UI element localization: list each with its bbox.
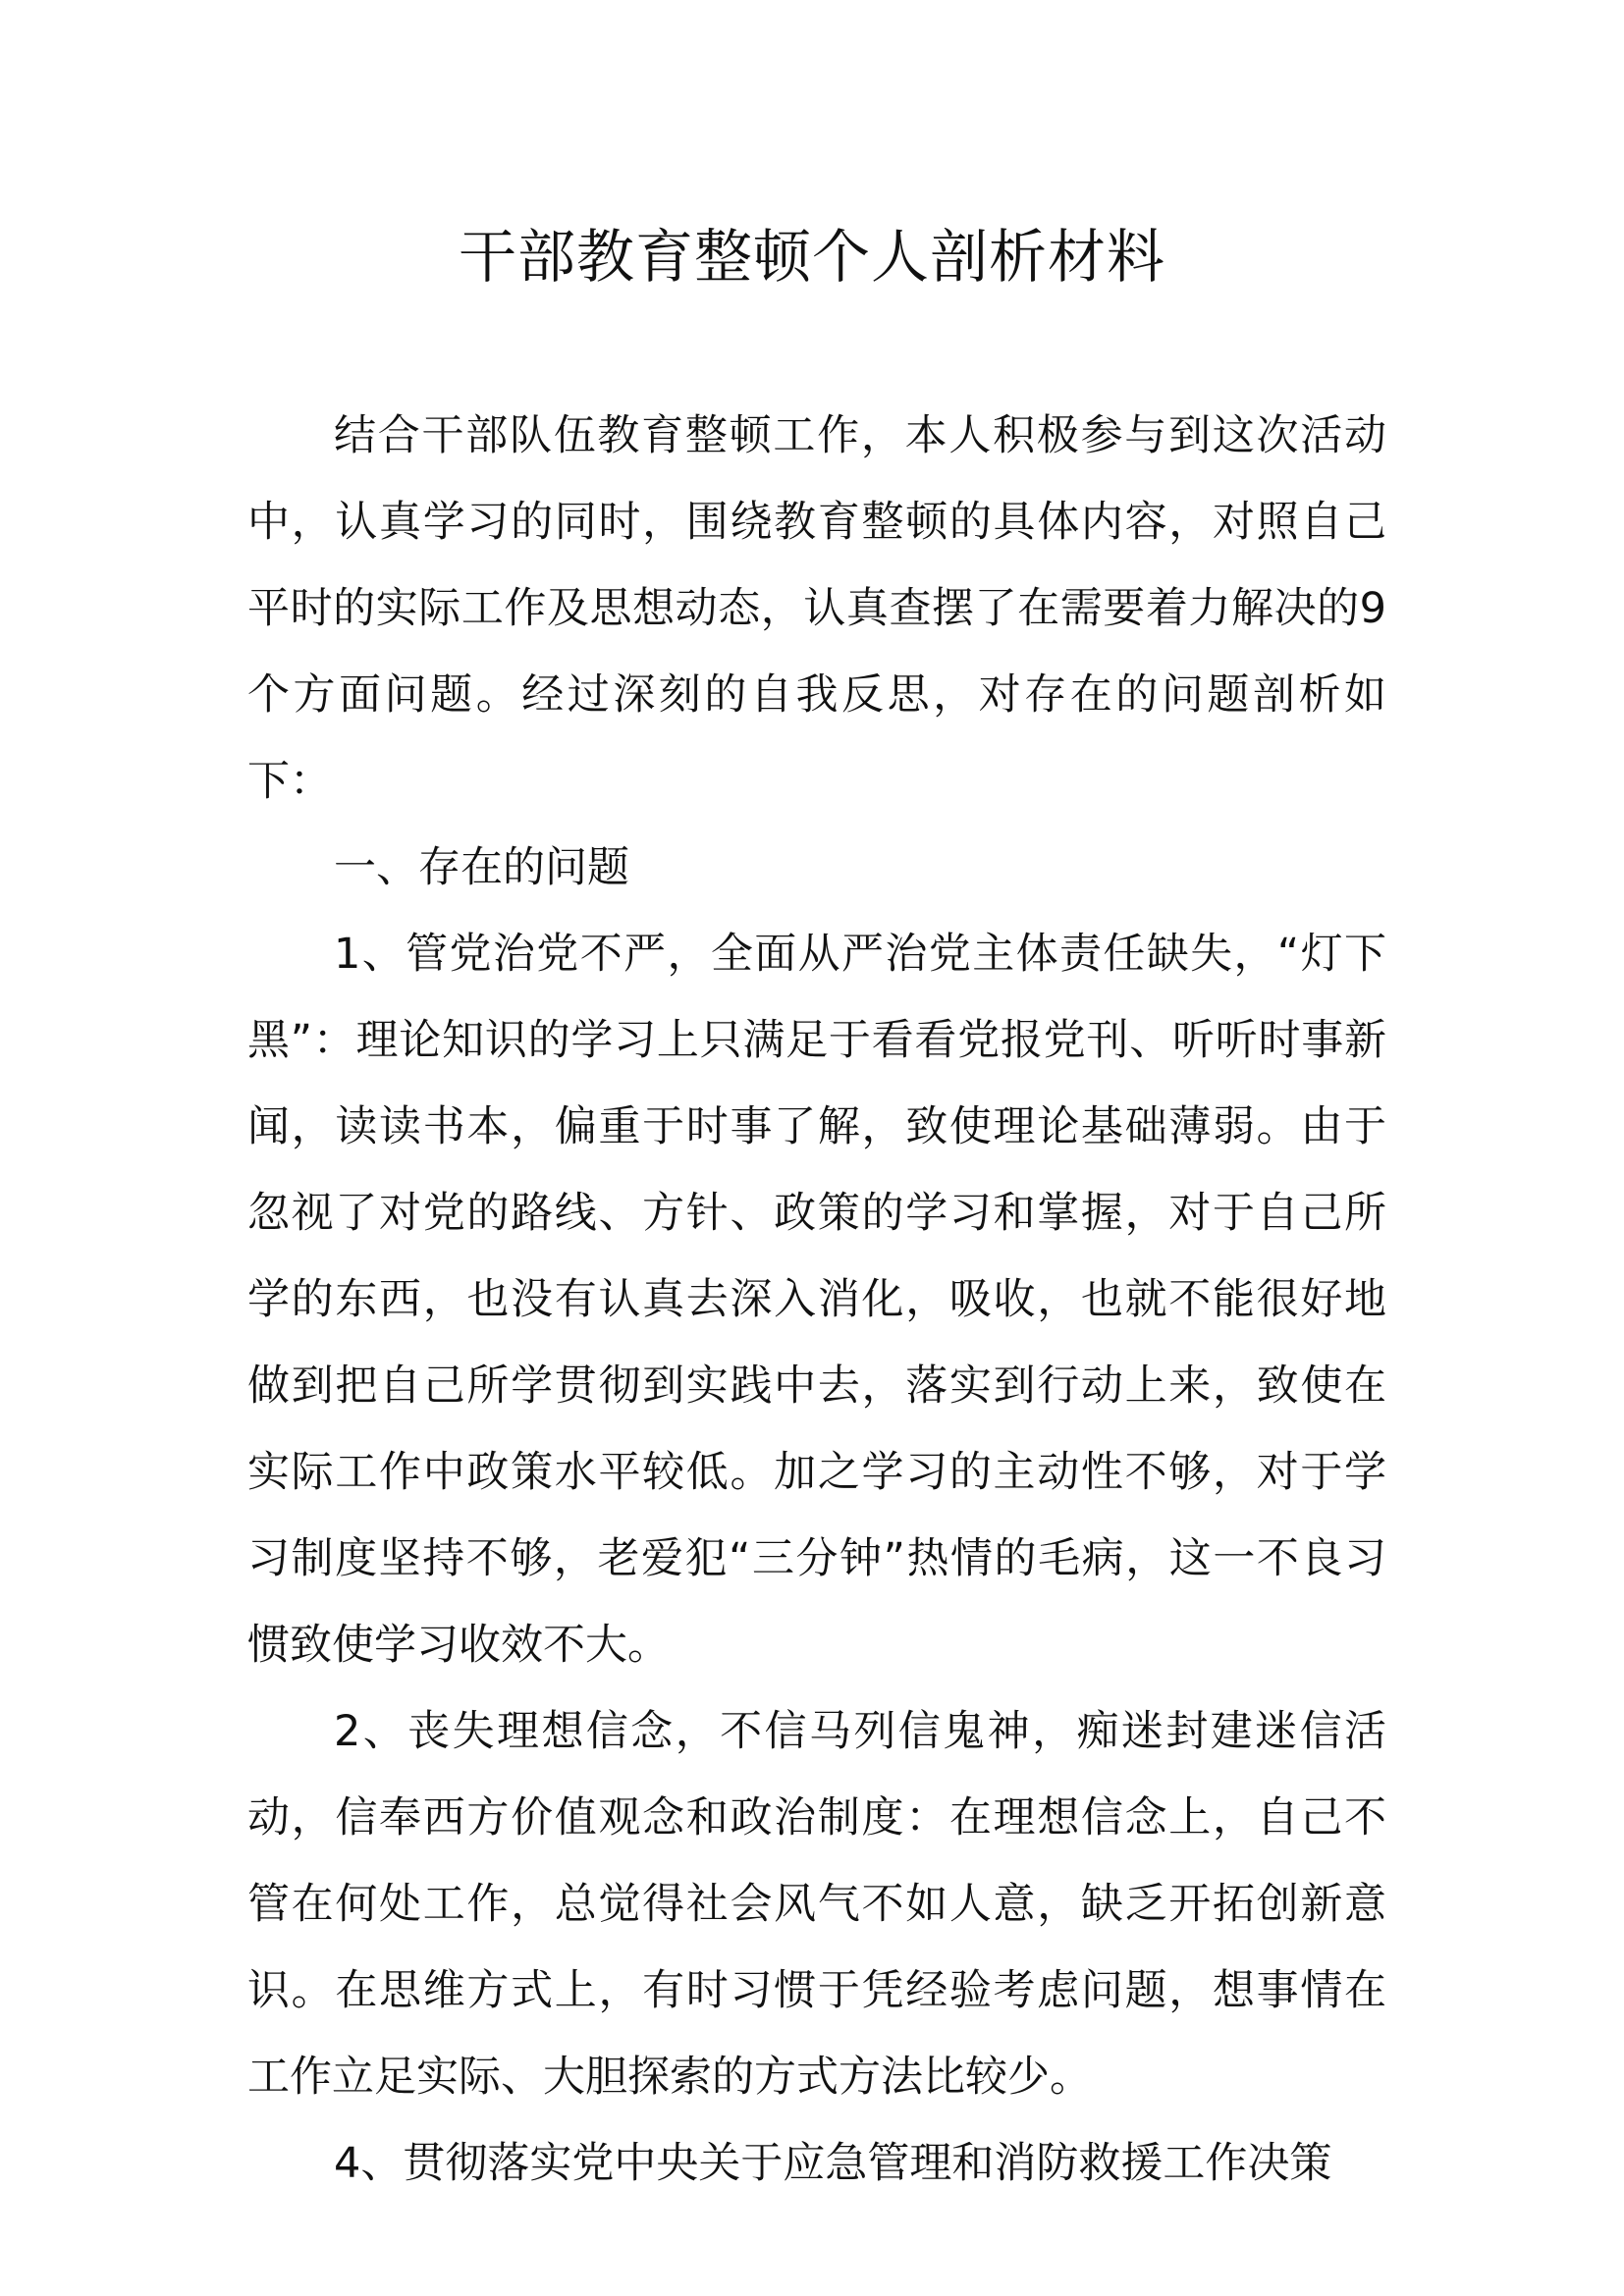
document-body bbox=[247, 393, 1386, 2207]
issue-paragraph-4: 4、贯彻落实党中央关于应急管理和消防救援工作决策 bbox=[334, 2139, 1332, 2188]
issue-paragraph-1: 1、管党治党不严，全面从严治党主体责任缺失，“灯下黑”：理论知识的学习上只满足于看看党报党刊、听听时事新闻，读读书本，偏重于时事了解，致使理论基础薄弱。由于忽视了对党的路线、方针、政策的学习和掌握，对于自己所学的东西，也没有认真去深入消化，吸收，也就不能很好地做到把自己所学贯彻到实践中去，落实到行动上来，致使在实际工作中政策水平较低。加之学习的主动性不够，对于学习制度坚持不够，老爱犯“三分钟”热情的毛病，这一不良习惯致使学习收效不大。 bbox=[247, 930, 1386, 1670]
issue-paragraph-2: 2、丧失理想信念，不信马列信鬼神，痴迷封建迷信活动，信奉西方价值观念和政治制度：在理想信念上，自己不管在何处工作，总觉得社会风气不如人意，缺乏开拓创新意识。在思维方式上，有时习惯于凭经验考虑问题，想事情在工作立足实际、大胆探索的方式方法比较少。 bbox=[247, 1707, 1386, 2102]
document-title: 干部教育整顿个人剖析材料 bbox=[458, 223, 1165, 291]
section-heading: 一、存在的问题 bbox=[334, 843, 629, 892]
intro-paragraph: 结合干部队伍教育整顿工作，本人积极参与到这次活动中，认真学习的同时，围绕教育整顿的具体内容，对照自己平时的实际工作及思想动态，认真查摆了在需要着力解决的9个方面问题。经过深刻的自我反思，对存在的问题剖析如下： bbox=[247, 411, 1386, 806]
